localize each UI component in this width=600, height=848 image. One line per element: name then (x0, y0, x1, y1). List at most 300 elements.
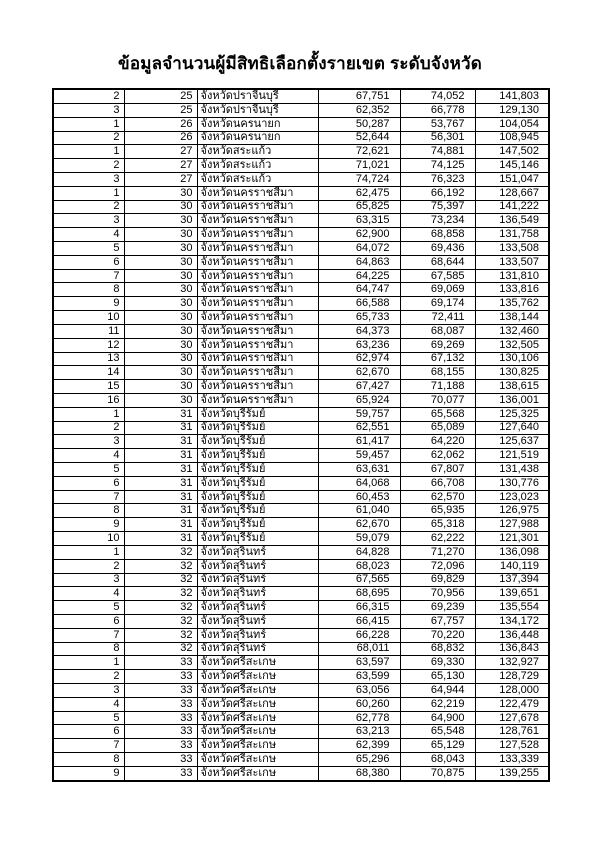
table-cell: 70,220 (400, 628, 475, 642)
table-cell: 53,767 (400, 117, 475, 131)
table-cell: จังหวัดนครราชสีมา (197, 324, 318, 338)
table-cell: 130,106 (475, 352, 549, 366)
table-row (53, 601, 549, 615)
table-cell: 27 (124, 145, 197, 159)
table-cell: 68,155 (400, 366, 475, 380)
table-cell: 65,825 (318, 200, 400, 214)
table-cell: จังหวัดสระแก้ว (197, 159, 318, 173)
table-cell: 64,863 (318, 255, 400, 269)
table-cell: 62,900 (318, 228, 400, 242)
table-cell: 62,062 (400, 449, 475, 463)
table-cell: จังหวัดนครราชสีมา (197, 186, 318, 200)
table-cell: จังหวัดสุรินทร์ (197, 559, 318, 573)
table-cell: 59,757 (318, 407, 400, 421)
table-cell: จังหวัดบุรีรัมย์ (197, 449, 318, 463)
table-cell: 151,047 (475, 172, 549, 186)
table-row (53, 628, 549, 642)
table-row (53, 463, 549, 477)
table-row (53, 311, 549, 325)
table-cell: 74,881 (400, 145, 475, 159)
table-row (53, 476, 549, 490)
table-cell: จังหวัดสระแก้ว (197, 145, 318, 159)
table-cell: 31 (124, 463, 197, 477)
table-cell: 61,417 (318, 435, 400, 449)
table-row (53, 186, 549, 200)
table-cell: 27 (124, 159, 197, 173)
table-cell: 6 (53, 725, 124, 739)
table-cell: จังหวัดนครราชสีมา (197, 242, 318, 256)
table-cell: จังหวัดสุรินทร์ (197, 545, 318, 559)
table-cell: 63,236 (318, 338, 400, 352)
table-cell: 1 (53, 545, 124, 559)
table-cell: 65,733 (318, 311, 400, 325)
table-cell: 50,287 (318, 117, 400, 131)
table-cell: 31 (124, 435, 197, 449)
table-cell: จังหวัดศรีสะเกษ (197, 766, 318, 781)
table-row (53, 684, 549, 698)
table-cell: 104,054 (475, 117, 549, 131)
table-cell: 30 (124, 366, 197, 380)
table-cell: 33 (124, 656, 197, 670)
table-cell: 66,192 (400, 186, 475, 200)
table-cell: จังหวัดศรีสะเกษ (197, 739, 318, 753)
table-cell: 65,318 (400, 518, 475, 532)
table-cell: 31 (124, 532, 197, 546)
table-cell: 32 (124, 573, 197, 587)
table-cell: 127,528 (475, 739, 549, 753)
table-cell: 108,945 (475, 131, 549, 145)
table-cell: 9 (53, 766, 124, 781)
table-cell: 32 (124, 545, 197, 559)
table-cell: 131,810 (475, 269, 549, 283)
table-cell: 131,438 (475, 463, 549, 477)
table-cell: 64,068 (318, 476, 400, 490)
table-cell: 2 (53, 159, 124, 173)
table-row (53, 145, 549, 159)
table-row (53, 283, 549, 297)
table-row (53, 504, 549, 518)
table-cell: 8 (53, 753, 124, 767)
table-row (53, 172, 549, 186)
table-cell: 9 (53, 297, 124, 311)
table-cell: 15 (53, 380, 124, 394)
table-cell: 125,325 (475, 407, 549, 421)
table-cell: 62,222 (400, 532, 475, 546)
table-cell: 136,448 (475, 628, 549, 642)
table-row (53, 324, 549, 338)
table-cell: 30 (124, 393, 197, 407)
table-cell: จังหวัดสระแก้ว (197, 172, 318, 186)
table-cell: จังหวัดสุรินทร์ (197, 628, 318, 642)
table-cell: 68,011 (318, 642, 400, 656)
table-cell: 62,670 (318, 366, 400, 380)
table-cell: 121,519 (475, 449, 549, 463)
table-cell: 31 (124, 449, 197, 463)
table-cell: 2 (53, 200, 124, 214)
table-cell: 8 (53, 504, 124, 518)
table-cell: 4 (53, 587, 124, 601)
table-cell: 123,023 (475, 490, 549, 504)
table-cell: 136,549 (475, 214, 549, 228)
table-cell: 66,228 (318, 628, 400, 642)
table-cell: จังหวัดบุรีรัมย์ (197, 518, 318, 532)
table-row (53, 642, 549, 656)
table-cell: 70,875 (400, 766, 475, 781)
table-cell: 70,077 (400, 393, 475, 407)
table-cell: 68,832 (400, 642, 475, 656)
table-cell: 31 (124, 518, 197, 532)
table-cell: 68,695 (318, 587, 400, 601)
table-cell: 121,301 (475, 532, 549, 546)
table-row (53, 739, 549, 753)
table-cell: จังหวัดนครราชสีมา (197, 311, 318, 325)
table-cell: จังหวัดปราจีนบุรี (197, 103, 318, 117)
table-row (53, 545, 549, 559)
table-cell: 71,188 (400, 380, 475, 394)
table-cell: 25 (124, 103, 197, 117)
table-row (53, 421, 549, 435)
table-cell: จังหวัดบุรีรัมย์ (197, 476, 318, 490)
table-row (53, 697, 549, 711)
table-cell: 69,436 (400, 242, 475, 256)
table-cell: จังหวัดสุรินทร์ (197, 601, 318, 615)
table-cell: 5 (53, 242, 124, 256)
table-cell: 8 (53, 283, 124, 297)
table-cell: 127,988 (475, 518, 549, 532)
table-cell: 74,724 (318, 172, 400, 186)
table-cell: 147,502 (475, 145, 549, 159)
table-row (53, 338, 549, 352)
table-cell: 63,056 (318, 684, 400, 698)
table-cell: จังหวัดสุรินทร์ (197, 642, 318, 656)
table-cell: 133,507 (475, 255, 549, 269)
table-cell: จังหวัดนครราชสีมา (197, 214, 318, 228)
table-cell: 30 (124, 338, 197, 352)
table-cell: 60,453 (318, 490, 400, 504)
table-row (53, 117, 549, 131)
table-cell: 16 (53, 393, 124, 407)
table-cell: 67,757 (400, 614, 475, 628)
table-cell: 67,751 (318, 89, 400, 103)
table-cell: 65,924 (318, 393, 400, 407)
table-cell: 11 (53, 324, 124, 338)
table-cell: 31 (124, 490, 197, 504)
table-cell: 1 (53, 656, 124, 670)
table-row (53, 214, 549, 228)
table-cell: 131,758 (475, 228, 549, 242)
table-cell: 12 (53, 338, 124, 352)
table-cell: 65,130 (400, 670, 475, 684)
table-cell: 135,554 (475, 601, 549, 615)
table-cell: 30 (124, 283, 197, 297)
table-cell: 64,373 (318, 324, 400, 338)
table-cell: 30 (124, 380, 197, 394)
table-cell: 56,301 (400, 131, 475, 145)
table-cell: 63,599 (318, 670, 400, 684)
table-cell: 60,260 (318, 697, 400, 711)
table-cell: 128,761 (475, 725, 549, 739)
table-cell: จังหวัดสุรินทร์ (197, 587, 318, 601)
table-cell: 64,225 (318, 269, 400, 283)
table-cell: 128,000 (475, 684, 549, 698)
table-cell: 67,132 (400, 352, 475, 366)
table-cell: 67,565 (318, 573, 400, 587)
table-cell: 65,089 (400, 421, 475, 435)
table-cell: จังหวัดนครราชสีมา (197, 269, 318, 283)
table-cell: 68,644 (400, 255, 475, 269)
table-row (53, 656, 549, 670)
table-cell: 74,125 (400, 159, 475, 173)
table-cell: 10 (53, 532, 124, 546)
table-cell: 30 (124, 228, 197, 242)
table-cell: จังหวัดบุรีรัมย์ (197, 421, 318, 435)
page-title: ข้อมูลจำนวนผู้มีสิทธิเลือกตั้งรายเขต ระดับจังหวัด (118, 54, 482, 73)
table-cell: 33 (124, 697, 197, 711)
table-cell: 2 (53, 89, 124, 103)
table-cell: 6 (53, 476, 124, 490)
table-row (53, 366, 549, 380)
table-cell: 139,651 (475, 587, 549, 601)
table-cell: 76,323 (400, 172, 475, 186)
table-cell: 5 (53, 601, 124, 615)
table-cell: 71,270 (400, 545, 475, 559)
table-cell: 30 (124, 242, 197, 256)
table-cell: 4 (53, 228, 124, 242)
table-cell: จังหวัดนครราชสีมา (197, 352, 318, 366)
table-cell: จังหวัดปราจีนบุรี (197, 89, 318, 103)
table-cell: 125,637 (475, 435, 549, 449)
table-row (53, 725, 549, 739)
table-cell: 67,585 (400, 269, 475, 283)
table-cell: 136,843 (475, 642, 549, 656)
table-row (53, 352, 549, 366)
table-row (53, 711, 549, 725)
table-cell: จังหวัดศรีสะเกษ (197, 697, 318, 711)
table-cell: 141,222 (475, 200, 549, 214)
table-cell: 25 (124, 89, 197, 103)
table-cell: 68,087 (400, 324, 475, 338)
table-cell: จังหวัดนครราชสีมา (197, 366, 318, 380)
table-cell: 68,043 (400, 753, 475, 767)
table-cell: 66,778 (400, 103, 475, 117)
table-row (53, 89, 549, 103)
table-cell: 132,460 (475, 324, 549, 338)
table-cell: 62,352 (318, 103, 400, 117)
table-cell: 30 (124, 269, 197, 283)
table-cell: 31 (124, 421, 197, 435)
table-cell: 5 (53, 711, 124, 725)
table-cell: 31 (124, 504, 197, 518)
table-cell: 33 (124, 670, 197, 684)
table-row (53, 200, 549, 214)
table-cell: 71,021 (318, 159, 400, 173)
table-cell: 7 (53, 739, 124, 753)
table-cell: 7 (53, 628, 124, 642)
table-cell: 4 (53, 697, 124, 711)
table-cell: 62,475 (318, 186, 400, 200)
table-cell: 72,621 (318, 145, 400, 159)
table-cell: 3 (53, 435, 124, 449)
table-cell: 64,828 (318, 545, 400, 559)
table-cell: 2 (53, 670, 124, 684)
table-cell: 27 (124, 172, 197, 186)
table-cell: 133,339 (475, 753, 549, 767)
table-cell: 33 (124, 725, 197, 739)
table-cell: 3 (53, 172, 124, 186)
table-cell: 69,829 (400, 573, 475, 587)
table-cell: 6 (53, 614, 124, 628)
table-cell: 32 (124, 559, 197, 573)
table-row (53, 587, 549, 601)
table-cell: จังหวัดบุรีรัมย์ (197, 463, 318, 477)
table-cell: 32 (124, 628, 197, 642)
table-row (53, 449, 549, 463)
table-cell: 30 (124, 214, 197, 228)
table-cell: จังหวัดนครราชสีมา (197, 228, 318, 242)
table-cell: 141,803 (475, 89, 549, 103)
table-cell: 59,079 (318, 532, 400, 546)
table-cell: 26 (124, 117, 197, 131)
table-cell: 1 (53, 117, 124, 131)
table-cell: 33 (124, 684, 197, 698)
table-cell: 6 (53, 255, 124, 269)
table-cell: 64,220 (400, 435, 475, 449)
table-cell: 3 (53, 573, 124, 587)
table-row (53, 753, 549, 767)
table-cell: 33 (124, 739, 197, 753)
table-cell: 145,146 (475, 159, 549, 173)
table-cell: 52,644 (318, 131, 400, 145)
table-row (53, 393, 549, 407)
voter-count-table (52, 88, 550, 782)
table-cell: 30 (124, 311, 197, 325)
table-cell: จังหวัดนครราชสีมา (197, 393, 318, 407)
table-cell: 64,072 (318, 242, 400, 256)
table-cell: 59,457 (318, 449, 400, 463)
table-cell: จังหวัดบุรีรัมย์ (197, 435, 318, 449)
table-cell: 32 (124, 614, 197, 628)
table-cell: 32 (124, 587, 197, 601)
table-cell: 64,747 (318, 283, 400, 297)
table-row (53, 103, 549, 117)
table-cell: 134,172 (475, 614, 549, 628)
table-cell: 7 (53, 269, 124, 283)
table-cell: จังหวัดสุรินทร์ (197, 614, 318, 628)
table-cell: 69,269 (400, 338, 475, 352)
table-cell: 66,315 (318, 601, 400, 615)
table-cell: 30 (124, 200, 197, 214)
table-cell: 65,568 (400, 407, 475, 421)
table-row (53, 159, 549, 173)
table-cell: 74,052 (400, 89, 475, 103)
table-cell: จังหวัดบุรีรัมย์ (197, 407, 318, 421)
table-cell: 65,548 (400, 725, 475, 739)
table-cell: 65,935 (400, 504, 475, 518)
table-cell: 133,508 (475, 242, 549, 256)
table-body (53, 89, 549, 781)
table-cell: จังหวัดบุรีรัมย์ (197, 532, 318, 546)
table-cell: จังหวัดศรีสะเกษ (197, 753, 318, 767)
table-cell: 127,640 (475, 421, 549, 435)
table-cell: 5 (53, 463, 124, 477)
table-row (53, 670, 549, 684)
table-cell: จังหวัดศรีสะเกษ (197, 711, 318, 725)
table-row (53, 380, 549, 394)
table-row (53, 614, 549, 628)
table-cell: จังหวัดนครนายก (197, 131, 318, 145)
table-cell: 31 (124, 476, 197, 490)
table-cell: 62,778 (318, 711, 400, 725)
table-cell: 67,807 (400, 463, 475, 477)
table-cell: 7 (53, 490, 124, 504)
table-cell: 138,615 (475, 380, 549, 394)
table-row (53, 490, 549, 504)
table-cell: 3 (53, 684, 124, 698)
table-cell: 63,597 (318, 656, 400, 670)
table-cell: จังหวัดบุรีรัมย์ (197, 490, 318, 504)
table-cell: 30 (124, 297, 197, 311)
table-cell: จังหวัดนครราชสีมา (197, 380, 318, 394)
table-cell: 1 (53, 145, 124, 159)
table-cell: 139,255 (475, 766, 549, 781)
table-cell: 122,479 (475, 697, 549, 711)
table-row (53, 269, 549, 283)
table-cell: 65,129 (400, 739, 475, 753)
table-cell: 64,900 (400, 711, 475, 725)
table-cell: จังหวัดศรีสะเกษ (197, 670, 318, 684)
table-cell: 130,825 (475, 366, 549, 380)
table-row (53, 559, 549, 573)
table-cell: 14 (53, 366, 124, 380)
table-cell: 126,975 (475, 504, 549, 518)
table-cell: 138,144 (475, 311, 549, 325)
table-cell: 127,678 (475, 711, 549, 725)
table-cell: 130,776 (475, 476, 549, 490)
table-cell: 10 (53, 311, 124, 325)
table-cell: 32 (124, 601, 197, 615)
table-cell: 62,570 (400, 490, 475, 504)
table-cell: จังหวัดศรีสะเกษ (197, 656, 318, 670)
table-row (53, 297, 549, 311)
table-cell: 132,927 (475, 656, 549, 670)
table-cell: 72,096 (400, 559, 475, 573)
table-cell: 30 (124, 186, 197, 200)
table-cell: จังหวัดบุรีรัมย์ (197, 504, 318, 518)
table-cell: 68,023 (318, 559, 400, 573)
table-cell: 70,956 (400, 587, 475, 601)
table-cell: 30 (124, 352, 197, 366)
table-cell: 2 (53, 131, 124, 145)
table-cell: 62,399 (318, 739, 400, 753)
table-cell: 33 (124, 766, 197, 781)
table-cell: 33 (124, 753, 197, 767)
table-row (53, 131, 549, 145)
table-cell: 33 (124, 711, 197, 725)
table-cell: 135,762 (475, 297, 549, 311)
table-cell: 31 (124, 407, 197, 421)
table-row (53, 532, 549, 546)
table-cell: 2 (53, 559, 124, 573)
table-cell: 2 (53, 421, 124, 435)
table-row (53, 255, 549, 269)
table-cell: 1 (53, 186, 124, 200)
table-row (53, 407, 549, 421)
table-cell: 69,174 (400, 297, 475, 311)
table-cell: 30 (124, 255, 197, 269)
table-cell: 26 (124, 131, 197, 145)
table-cell: 137,394 (475, 573, 549, 587)
table-cell: 128,667 (475, 186, 549, 200)
